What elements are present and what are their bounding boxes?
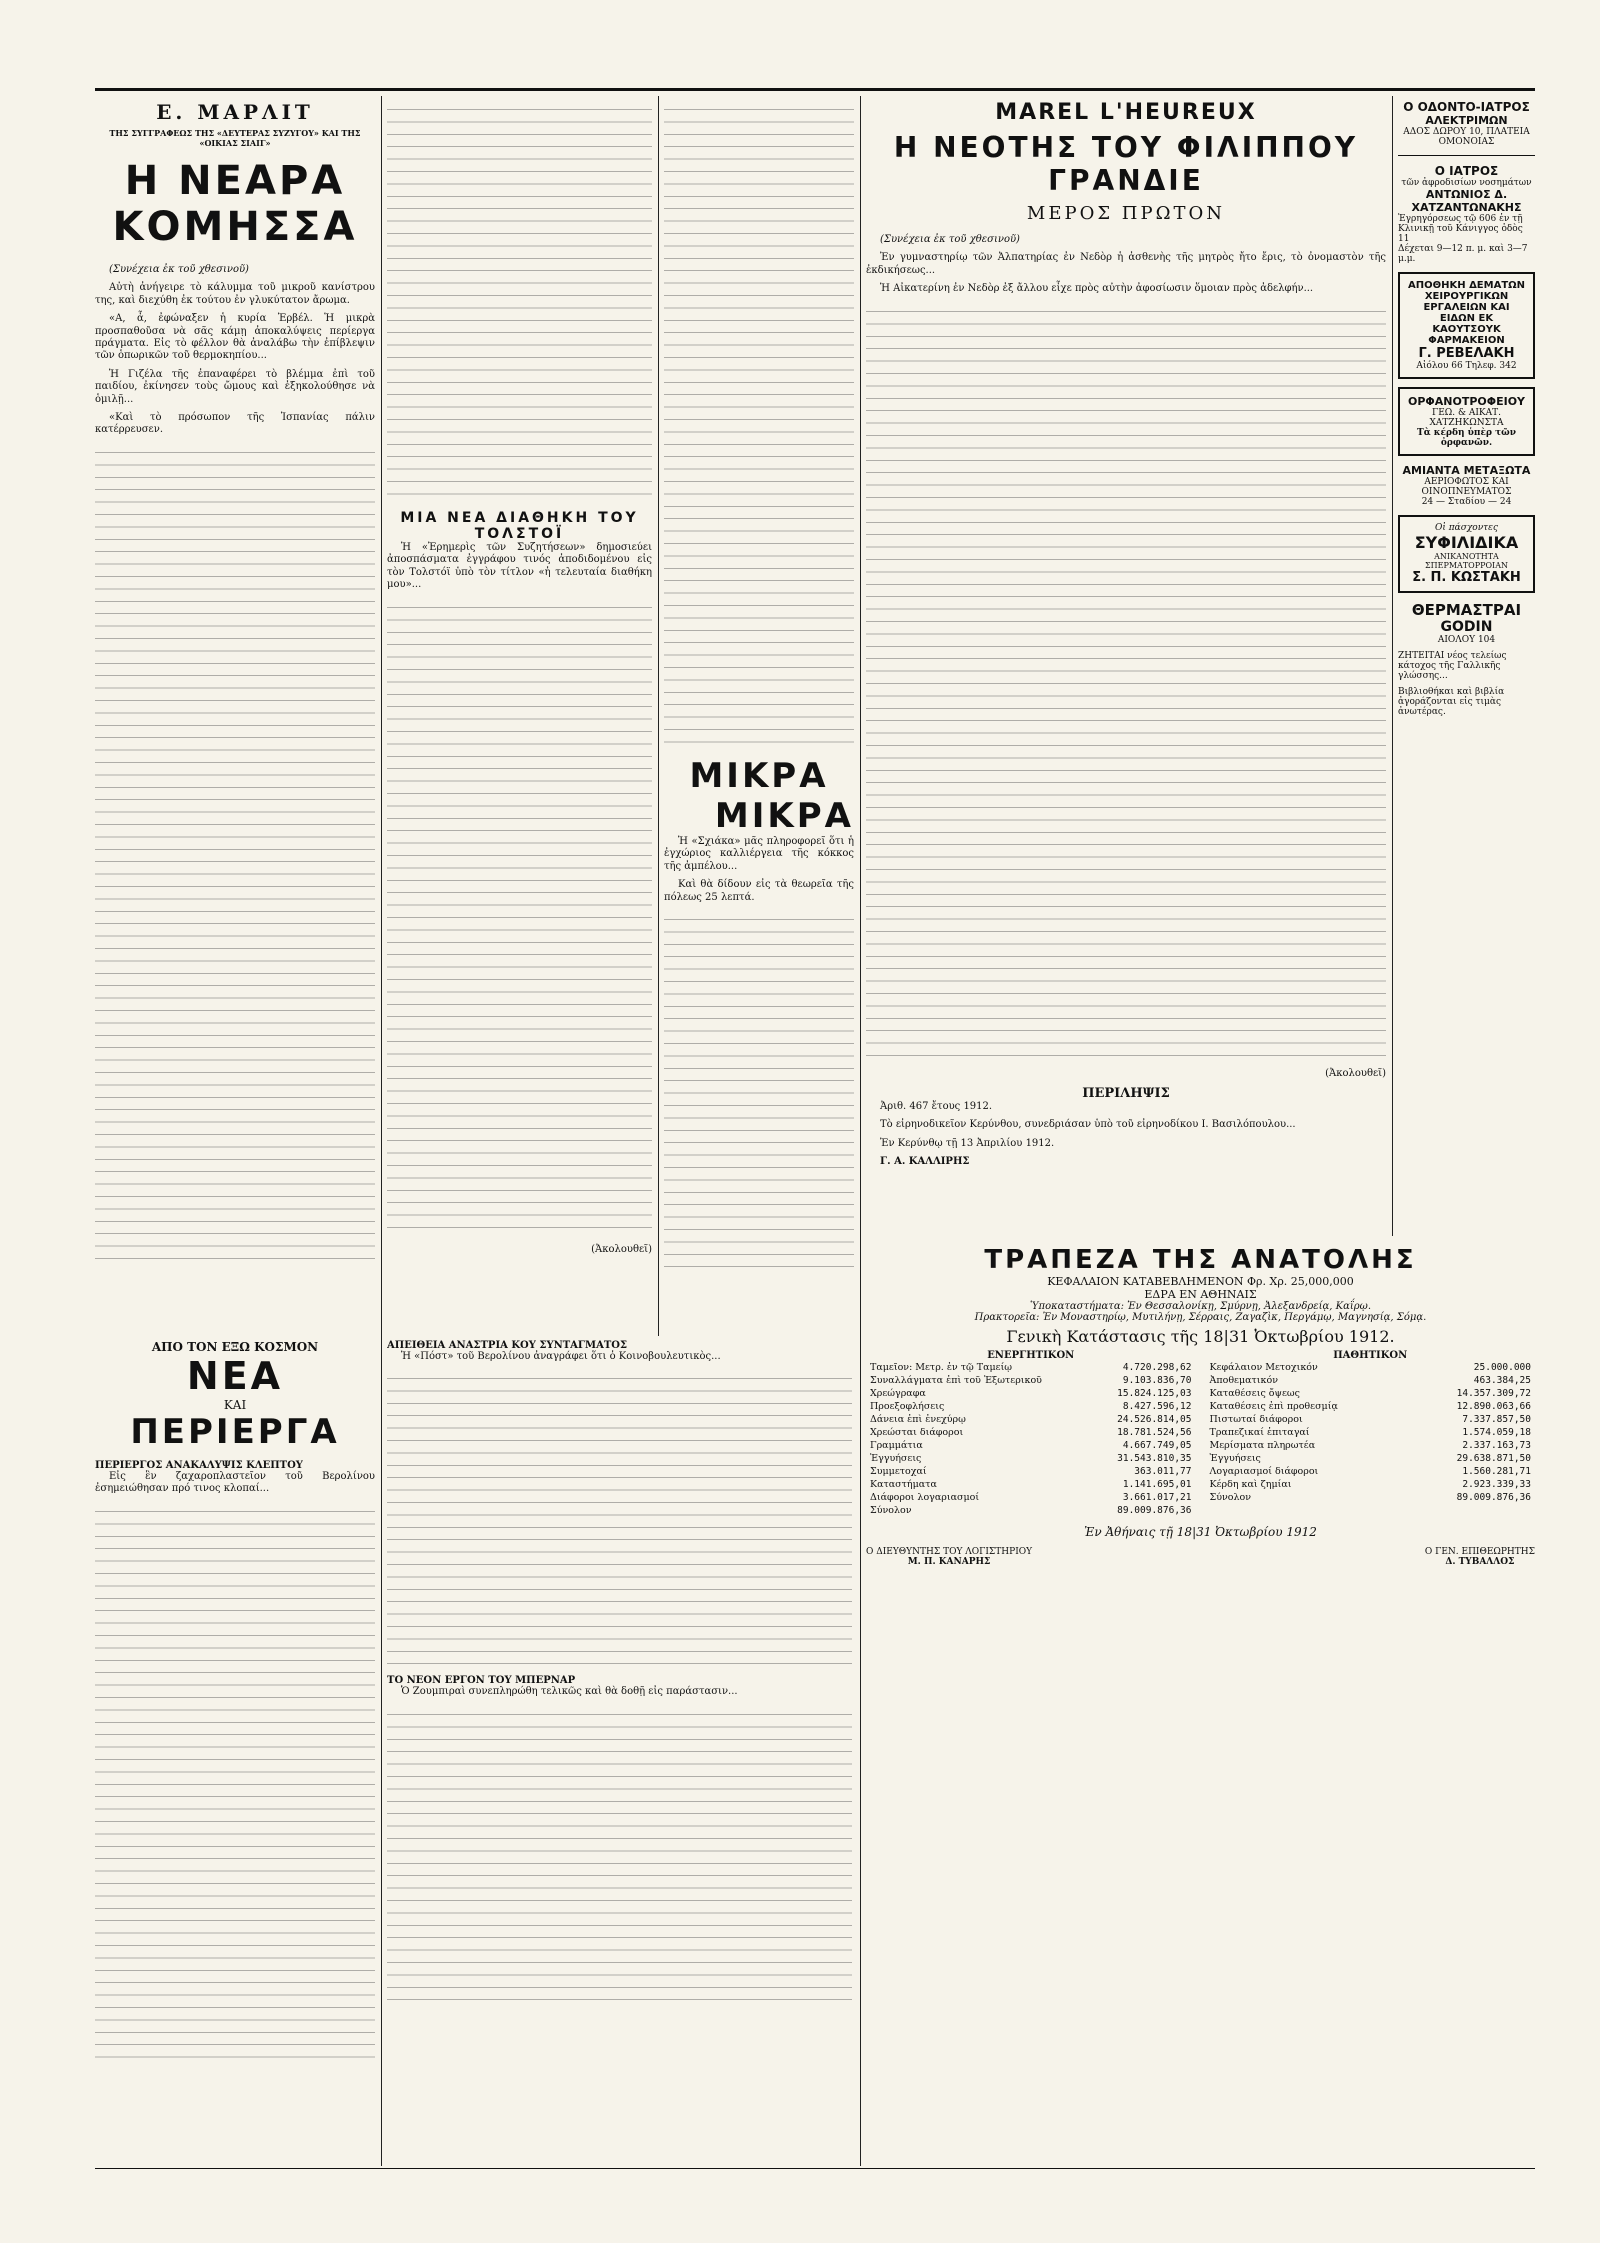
news-section xyxy=(95,1340,375,2160)
news-item-text: Εἰς ἓν ζαχαροπλαστεῖον τοῦ Βερολίνου ἐσημειώθησαν πρό τινος κλοπαί... xyxy=(95,1471,375,1495)
mikra-title: ΜΙΚΡΑ xyxy=(689,756,829,796)
table-row xyxy=(1206,1400,1536,1413)
column-divider xyxy=(860,96,861,2166)
bank-title: ΤΡΑΠΕΖΑ ΤΗΣ ΑΝΑΤΟΛΗΣ xyxy=(984,1245,1417,1275)
news-title-3: ΠΕΡΙΕΡΓΑ xyxy=(130,1412,340,1452)
serial-heading: Η ΝΕΑΡΑ ΚΟΜΗΣΣΑ xyxy=(112,158,358,250)
column-divider xyxy=(1392,96,1393,1236)
mikra-column xyxy=(664,100,854,1330)
amianta-address: 24 — Σταδίου — 24 xyxy=(1421,497,1512,507)
serial-end: (Ἀκολουθεῖ) xyxy=(591,1243,652,1255)
table-row xyxy=(1206,1478,1536,1491)
orphanage-ad xyxy=(1398,387,1535,456)
table-cell-value: 2.337.163,73 xyxy=(1462,1440,1531,1451)
body-text-block xyxy=(387,598,652,1238)
sig-left-name: Μ. Π. ΚΑΝΑΡΗΣ xyxy=(907,1557,991,1567)
doctor-phone: Ἐγρηγόρσεως τῷ 606 ἐν τῇ Κλινικῇ τοῦ Κάνιγγος ὁδὸς 11 xyxy=(1398,214,1523,244)
table-cell-value: 15.824.125,03 xyxy=(1117,1388,1192,1399)
syphilis-ad xyxy=(1398,515,1535,593)
serial2-end: (Ἀκολουθεῖ) xyxy=(1325,1067,1386,1079)
assets-table xyxy=(866,1361,1196,1517)
syph-name: Σ. Π. ΚΩΣΤΑΚΗ xyxy=(1412,570,1521,585)
thermo-address: ΑΙΟΛΟΥ 104 xyxy=(1437,635,1496,645)
column-divider xyxy=(658,96,659,1336)
serial-author: Ε. ΜΑΡΛΙΤ xyxy=(156,100,314,124)
table-cell-item: Λογαριασμοί διάφοροι xyxy=(1209,1466,1319,1477)
serial-column-continued xyxy=(387,100,652,1330)
table-cell-item: Συναλλάγματα ἐπὶ τοῦ Ἐξωτερικοῦ xyxy=(870,1375,1042,1386)
body-text-block xyxy=(95,443,375,1263)
orphan-title: ΟΡΦΑΝΟΤΡΟΦΕΙΟΥ xyxy=(1407,395,1526,408)
table-row xyxy=(866,1374,1196,1387)
orphan-sub: ΓΕΩ. & ΑΙΚΑΤ. ΧΑΤΖΗΚΩΝΣΤΑ xyxy=(1429,408,1504,428)
table-cell-item: Καταθέσεις ἐπὶ προθεσμίᾳ xyxy=(1209,1401,1338,1412)
table-cell-item: Κεφάλαιον Μετοχικόν xyxy=(1209,1362,1318,1373)
pharmacy-address: Αἰόλου 66 Τηλεφ. 342 xyxy=(1416,361,1517,371)
sig-right xyxy=(1425,1547,1535,1567)
news-title-2: ΚΑΙ xyxy=(223,1398,247,1412)
serial-para: «Καὶ τὸ πρόσωπον τῆς Ἰσπανίας πάλιν κατέρρευσεν. xyxy=(95,412,375,436)
serial2-continuation: (Συνέχεια ἐκ τοῦ χθεσινοῦ) xyxy=(880,234,1020,245)
table-cell-item: Κέρδη καὶ ζημίαι xyxy=(1209,1479,1292,1490)
bank-signatures xyxy=(866,1547,1535,1567)
bank-branches: Ὑποκαταστήματα: Ἐν Θεσσαλονίκῃ, Σμύρνῃ, Ἀλεξανδρείᾳ, Καΐρῳ. xyxy=(1029,1301,1372,1312)
syph-pre: Οἱ πάσχοντες xyxy=(1434,523,1499,533)
tolstoy-text: Ἡ «Ἐρημερὶς τῶν Συζητήσεων» δημοσιεύει ἀποσπάσματα ἐγγράφου τινός ἀποδιδομένου εἰς τὸν Τολστόϊ ὑπὸ τὸν τίτλον «ἡ τελευταία διαθήκη μου»... xyxy=(387,542,652,591)
table-row xyxy=(866,1452,1196,1465)
serial-subtitle: ΤΗΣ ΣΥΓΓΡΑΦΕΩΣ ΤΗΣ «ΔΕΥΤΕΡΑΣ ΣΥΖΥΓΟΥ» ΚΑΙ ΤΗΣ «ΟΙΚΙΑΣ ΣΙΑΙΓ» xyxy=(109,128,361,148)
table-row xyxy=(866,1426,1196,1439)
assets-label: ΕΝΕΡΓΗΤΙΚΟΝ xyxy=(987,1350,1075,1361)
table-cell-item: Ἐγγυήσεις xyxy=(1209,1453,1261,1464)
orphan-note: Τὰ κέρδη ὑπὲρ τῶν ὀρφανῶν. xyxy=(1417,428,1516,448)
table-cell-item: Γραμμάτια xyxy=(870,1440,923,1451)
table-cell-item: Ταμεῖον: Μετρ. ἐν τῷ Ταμείῳ xyxy=(870,1362,1013,1373)
doctor-title: Ο ΙΑΤΡΟΣ xyxy=(1434,164,1499,178)
periligsis-signer: Γ. Α. ΚΑΛΛΙΡΗΣ xyxy=(880,1156,970,1168)
dentist-address: ΑΔΟΣ ΔΩΡΟΥ 10, ΠΛΑΤΕΙΑ ΟΜΟΝΟΙΑΣ xyxy=(1403,127,1530,147)
syph-sub: ΑΝΙΚΑΝΟΤΗΤΑ ΣΠΕΡΜΑΤΟΡΡΟΙΑΝ xyxy=(1425,552,1508,570)
table-cell-value: 29.638.871,50 xyxy=(1456,1453,1531,1464)
table-cell-value: 18.781.524,56 xyxy=(1117,1427,1192,1438)
readers-ad: Βιβλιοθήκαι καὶ βιβλία ἀγοράζονται εἰς τιμὰς ἀνωτέρας. xyxy=(1398,687,1505,717)
divider xyxy=(1398,155,1535,156)
periligsis-text: Τὸ εἰρηνοδικεῖον Κερύνθου, συνεδριάσαν ὑπὸ τοῦ εἰρηνοδίκου Ι. Βασιλόπουλου... xyxy=(880,1119,1296,1131)
table-row xyxy=(866,1387,1196,1400)
table-cell-value: 363.011,77 xyxy=(1134,1466,1192,1477)
serial2-title: Η ΝΕΟΤΗΣ ΤΟΥ ΦΙΛΙΠΠΟΥ ΓΡΑΝΔΙΕ xyxy=(893,131,1359,197)
body-text-block xyxy=(387,1369,852,1669)
dentist-name: ΑΛΕΚΤΡΙΜΩΝ xyxy=(1425,114,1508,127)
table-cell-item: Πιστωταί διάφοροι xyxy=(1209,1414,1303,1425)
table-cell-value: 1.560.281,71 xyxy=(1462,1466,1531,1477)
table-row xyxy=(866,1491,1196,1504)
table-cell-value: 1.574.059,18 xyxy=(1462,1427,1531,1438)
sig-right-title: Ο ΓΕΝ. ΕΠΙΘΕΩΡΗΤΗΣ xyxy=(1424,1547,1535,1557)
table-row xyxy=(1206,1361,1536,1374)
table-cell-item: Ἀποθεματικόν xyxy=(1209,1375,1278,1386)
news-item-title: ΑΠΕΙΘΕΙΑ ΑΝΑΣΤΡΙΑ ΚΟΥ ΣΥΝΤΑΓΜΑΤΟΣ xyxy=(387,1340,628,1351)
serial2-para: Ἐν γυμναστηρίῳ τῶν Ἀλπατηρίας ἐν Νεδὸρ ἡ ἀσθενὴς τῆς μητρὸς ἤτο ἔρις, τὸ ὀνομαστὸν τῆς ἐκδικήσεως... xyxy=(866,252,1386,276)
body-text-block xyxy=(664,100,854,750)
table-row xyxy=(866,1465,1196,1478)
table-row xyxy=(1206,1465,1536,1478)
sig-left xyxy=(866,1547,1032,1567)
ads-column xyxy=(1398,100,1535,1330)
top-rule xyxy=(95,88,1535,91)
table-row xyxy=(1206,1387,1536,1400)
news-header: ΑΠΟ ΤΟΝ ΕΞΩ ΚΟΣΜΟΝ xyxy=(151,1340,319,1354)
table-row xyxy=(1206,1413,1536,1426)
wanted-ad: ΖΗΤΕΙΤΑΙ νέος τελείως κάτοχος τῆς Γαλλικῆς γλώσσης... xyxy=(1398,651,1507,681)
table-cell-item: Ἐγγυήσεις xyxy=(870,1453,922,1464)
table-row xyxy=(866,1478,1196,1491)
bank-status: Γενικὴ Κατάστασις τῆς 18|31 Ὀκτωβρίου 1912. xyxy=(1006,1327,1395,1346)
liabilities-block xyxy=(1206,1350,1536,1517)
table-cell-item: Σύνολον xyxy=(870,1505,912,1516)
body-text-block xyxy=(95,1502,375,2062)
table-cell-item: Καταστήματα xyxy=(870,1479,937,1490)
table-row xyxy=(866,1439,1196,1452)
sig-right-name: Δ. ΤΥΒΑΛΛΟΣ xyxy=(1445,1557,1515,1567)
bank-capital: ΚΕΦΑΛΑΙΟΝ ΚΑΤΑΒΕΒΛΗΜΕΝΟΝ Φρ. Χρ. 25,000,000 xyxy=(1047,1275,1354,1288)
table-cell-value: 463.384,25 xyxy=(1473,1375,1531,1386)
table-cell-item: Τραπεζικαί ἐπιταγαί xyxy=(1209,1427,1310,1438)
body-text-block xyxy=(387,1705,852,2005)
bank-tables xyxy=(866,1350,1535,1517)
table-cell-value: 25.000.000 xyxy=(1473,1362,1531,1373)
mikra-title-2: ΜΙΚΡΑ xyxy=(714,796,854,836)
dentist-title: Ο ΟΔΟΝΤΟ-ΙΑΤΡΟΣ xyxy=(1403,100,1530,114)
serial2-para: Ἡ Αἰκατερίνη ἐν Νεδὸρ ἐξ ἄλλου εἶχε πρὸς αὐτὴν ἀφοσίωσιν ὅμοιαν πρὸς ἀδελφήν... xyxy=(880,283,1314,295)
table-row xyxy=(1206,1426,1536,1439)
table-cell-item: Συμμετοχαί xyxy=(870,1466,927,1477)
serial2-heading: MAREL L'HEUREUX xyxy=(995,100,1257,125)
thermo-title: ΘΕΡΜΑΣΤΡΑΙ xyxy=(1411,601,1522,619)
table-row xyxy=(866,1504,1196,1517)
table-cell-item: Χρεώσται διάφοροι xyxy=(870,1427,964,1438)
liabilities-label: ΠΑΘΗΤΙΚΟΝ xyxy=(1333,1350,1408,1361)
table-cell-value: 14.357.309,72 xyxy=(1456,1388,1531,1399)
bank-date: Ἐν Ἀθήναις τῇ 18|31 Ὀκτωβρίου 1912 xyxy=(1084,1525,1317,1539)
table-cell-item: Μερίσματα πληρωτέα xyxy=(1209,1440,1316,1451)
bank-seat: ΕΔΡΑ ΕΝ ΑΘΗΝΑΙΣ xyxy=(1144,1288,1257,1301)
news-item-title: ΤΟ ΝΕΟΝ ΕΡΓΟΝ ΤΟΥ ΜΠΕΡΝΑΡ xyxy=(387,1675,576,1687)
serial2-column xyxy=(866,100,1386,1230)
table-cell-value: 2.923.339,33 xyxy=(1462,1479,1531,1490)
table-cell-item: Καταθέσεις ὄψεως xyxy=(1209,1388,1300,1399)
table-cell-value: 12.890.063,66 xyxy=(1456,1401,1531,1412)
mikra-text: Ἡ «Σχιάκα» μᾶς πληροφορεῖ ὅτι ἡ ἐγχώριος καλλιέργεια τῆς κόκκος τῆς ἀμπέλου... xyxy=(664,836,854,872)
news-title-1: ΝΕΑ xyxy=(186,1354,284,1398)
doctor-name: ΑΝΤΩΝΙΟΣ Δ. ΧΑΤΖΑΝΤΩΝΑΚΗΣ xyxy=(1411,188,1522,214)
body-text-block xyxy=(866,302,1386,1062)
table-cell-item: Χρεώγραφα xyxy=(870,1388,926,1399)
amianta-title: ΑΜΙΑΝΤΑ ΜΕΤΑΞΩΤΑ xyxy=(1402,464,1531,477)
table-cell-value: 1.141.695,01 xyxy=(1122,1479,1192,1490)
serial-column xyxy=(95,100,375,1330)
doctor-hours: Δέχεται 9—12 π. μ. καὶ 3—7 μ.μ. xyxy=(1398,244,1528,264)
bank-statement xyxy=(866,1245,1535,2160)
serial-para: «Α, ἆ, ἐφώναξεν ἡ κυρία Ἐρβέλ. Ἡ μικρὰ προσπαθοῦσα νὰ σᾶς κάμῃ ἀποκαλύψεις περίεργα πράγματα. Εἰς τὸ φέλλον θὰ ἀναλάβω τὴν ἐπίβλεψιν τῶν ὁπωρικῶν τοῦ θερμοκηπίου... xyxy=(95,313,375,362)
table-cell-item: Διάφοροι λογαριασμοί xyxy=(870,1492,980,1503)
pharmacy-title: ΑΠΟΘΗΚΗ ΔΕΜΑΤΩΝ ΧΕΙΡΟΥΡΓΙΚΩΝ ΕΡΓΑΛΕΙΩΝ ΚΑΙ ΕΙΔΩΝ ΕΚ ΚΑΟΥΤΣΟΥΚ ΦΑΡΜΑΚΕΙΟΝ xyxy=(1407,280,1526,346)
table-row xyxy=(866,1361,1196,1374)
table-cell-value: 89.009.876,36 xyxy=(1117,1505,1192,1516)
mikra-text: Καὶ θὰ δίδουν εἰς τὰ θεωρεῖα τῆς πόλεως 25 λεπτά. xyxy=(664,879,854,903)
table-cell-value: 89.009.876,36 xyxy=(1456,1492,1531,1503)
table-cell-item: Δάνεια ἐπὶ ἐνεχύρῳ xyxy=(870,1414,966,1425)
table-row xyxy=(1206,1439,1536,1452)
bank-agencies: Πρακτορεῖα: Ἐν Μοναστηρίῳ, Μυτιλήνῃ, Σέρραις, Ζαγαζὶκ, Περγάμῳ, Μαγνησίᾳ, Σόμᾳ. xyxy=(974,1312,1427,1323)
periligsis-date: Ἐν Κερύνθῳ τῇ 13 Ἀπριλίου 1912. xyxy=(880,1137,1055,1149)
periligsis-ref: Ἀριθ. 467 ἔτους 1912. xyxy=(880,1101,993,1113)
body-text-block xyxy=(664,910,854,1270)
sig-left-title: Ο ΔΙΕΥΘΥΝΤΗΣ ΤΟΥ ΛΟΓΙΣΤΗΡΙΟΥ xyxy=(866,1547,1033,1557)
body-text-block xyxy=(387,100,652,500)
table-cell-value: 8.427.596,12 xyxy=(1122,1401,1192,1412)
syph-title: ΣΥΦΙΛΙΔΙΚΑ xyxy=(1414,533,1519,552)
table-cell-value: 9.103.836,70 xyxy=(1122,1375,1192,1386)
table-cell-item: Σύνολον xyxy=(1209,1492,1252,1503)
periligsis-title: ΠΕΡΙΛΗΨΙΣ xyxy=(1082,1086,1170,1102)
table-row xyxy=(1206,1452,1536,1465)
table-row xyxy=(866,1400,1196,1413)
serial-para: Ἡ Γιζέλα τῆς ἐπαναφέρει τὸ βλέμμα ἐπὶ τοῦ παιδίου, ἐκίνησεν τοὺς ὤμους καὶ ἐξηκολούθησε νὰ ὁμιλῇ... xyxy=(95,368,375,405)
table-cell-value: 7.337.857,50 xyxy=(1462,1414,1531,1425)
column-divider xyxy=(381,96,382,2166)
tolstoy-title: ΜΙΑ ΝΕΑ ΔΙΑΘΗΚΗ ΤΟΥ ΤΟΛΣΤΟΪ xyxy=(400,510,639,542)
bottom-rule xyxy=(95,2168,1535,2169)
table-cell-value: 24.526.814,05 xyxy=(1117,1414,1192,1425)
pharmacy-name: Γ. ΡΕΒΕΛΑΚΗ xyxy=(1418,346,1515,361)
table-row xyxy=(1206,1491,1536,1504)
table-cell-value: 3.661.017,21 xyxy=(1122,1492,1192,1503)
liabilities-table xyxy=(1206,1361,1536,1504)
pharmacy-ad xyxy=(1398,272,1535,379)
table-row xyxy=(1206,1374,1536,1387)
serial-continuation: (Συνέχεια ἐκ τοῦ χθεσινοῦ) xyxy=(109,264,249,275)
assets-block xyxy=(866,1350,1196,1517)
news-item-title: ΠΕΡΙΕΡΓΟΣ ΑΝΑΚΑΛΥΨΙΣ ΚΛΕΠΤΟΥ xyxy=(95,1460,303,1471)
table-cell-item: Προεξοφλήσεις xyxy=(870,1401,945,1412)
doctor-sub: τῶν ἀφροδισίων νοσημάτων xyxy=(1401,178,1532,188)
table-cell-value: 31.543.810,35 xyxy=(1117,1453,1192,1464)
table-row xyxy=(866,1413,1196,1426)
serial2-part: ΜΕΡΟΣ ΠΡΩΤΟΝ xyxy=(1026,203,1226,224)
amianta-sub: ΑΕΡΙΟΦΩΤΟΣ ΚΑΙ ΟΙΝΟΠΝΕΥΜΑΤΟΣ xyxy=(1421,477,1512,497)
thermo-name: GODIN xyxy=(1440,619,1493,635)
table-cell-value: 4.720.298,62 xyxy=(1122,1362,1192,1373)
table-cell-value: 4.667.749,05 xyxy=(1122,1440,1192,1451)
news-section-continued xyxy=(387,1340,852,2160)
news-item-text: Ὁ Ζουμπιραὶ συνεπληρώθη τελικῶς καὶ θὰ δοθῇ εἰς παράστασιν... xyxy=(401,1686,738,1698)
serial-para: Αὐτὴ ἀνήγειρε τὸ κάλυμμα τοῦ μικροῦ κανίστρου της, καὶ διεχύθη ἐκ τούτου ἐν γλυκύτατον ἄρωμα. xyxy=(95,282,375,306)
news-item-text: Ἡ «Πόστ» τοῦ Βερολίνου ἀναγράφει ὅτι ὁ Κοινοβουλευτικὸς... xyxy=(401,1351,721,1362)
